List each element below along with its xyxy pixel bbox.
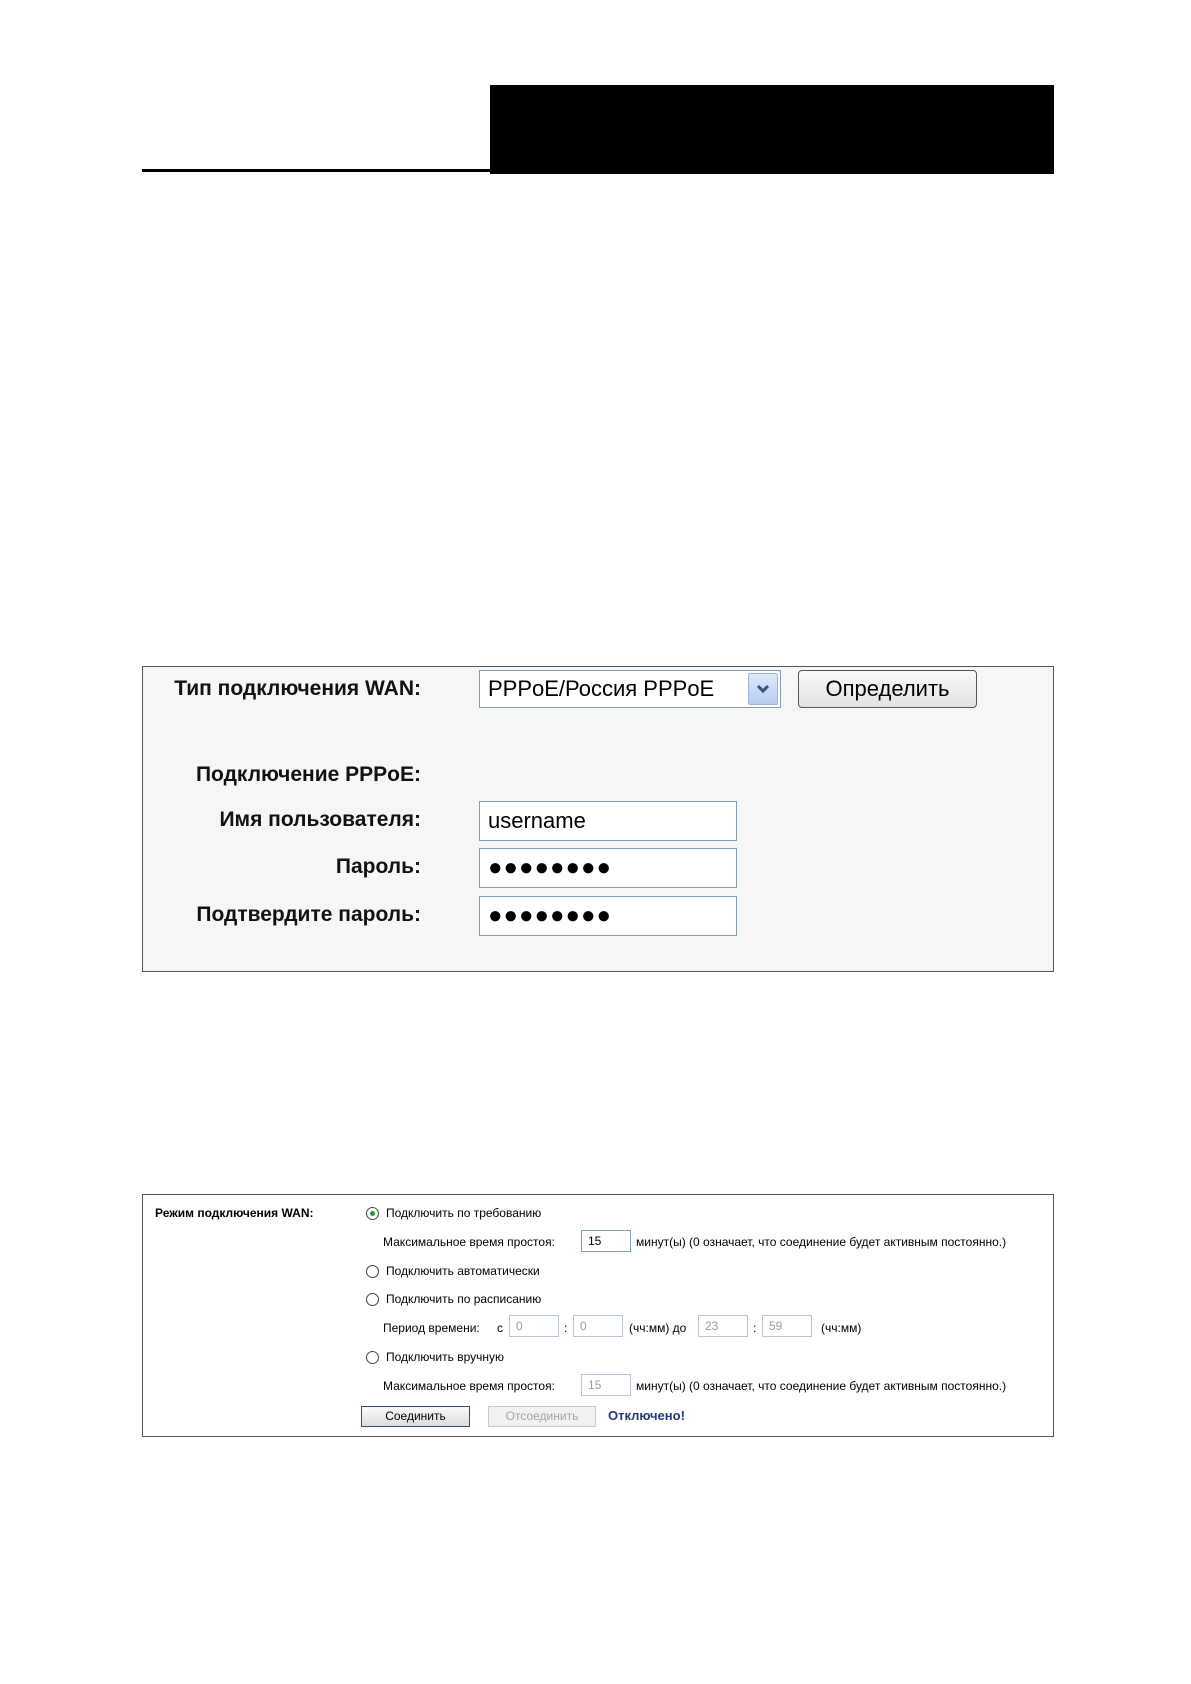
username-label: Имя пользователя: (219, 808, 421, 831)
pppoe-heading: Подключение PPPoE: (195, 763, 421, 786)
manual-idle-input[interactable]: 15 (581, 1374, 631, 1396)
max-idle-input[interactable]: 15 (581, 1230, 631, 1252)
radio-auto-label: Подключить автоматически (386, 1264, 540, 1278)
from-hour-input[interactable]: 0 (509, 1315, 559, 1337)
confirm-password-input[interactable]: ●●●●●●●● (479, 896, 737, 936)
period-from-label: с (497, 1321, 503, 1335)
detect-button[interactable]: Определить (798, 670, 977, 708)
header-black-bar (490, 85, 1054, 174)
wan-type-label: Тип подключения WAN: (174, 677, 421, 700)
connection-status: Отключено! (608, 1408, 685, 1423)
radio-auto[interactable] (366, 1265, 379, 1278)
radio-manual[interactable] (366, 1351, 379, 1364)
max-idle-note: минут(ы) (0 означает, что соединение будет активным постоянно.) (636, 1235, 1007, 1249)
chevron-down-icon[interactable] (748, 673, 778, 705)
max-idle-label: Максимальное время простоя: (383, 1235, 555, 1249)
radio-schedule-label: Подключить по расписанию (386, 1292, 542, 1306)
colon-separator: : (564, 1321, 568, 1335)
disconnect-button[interactable]: Отсоединить (488, 1406, 596, 1427)
radio-on-demand-label: Подключить по требованию (386, 1206, 542, 1220)
period-label: Период времени: (383, 1321, 480, 1335)
to-hour-input[interactable]: 23 (698, 1315, 748, 1337)
wan-pppoe-panel (142, 666, 1054, 972)
radio-manual-label: Подключить вручную (386, 1350, 504, 1364)
password-label: Пароль: (335, 855, 421, 878)
hhmm-label: (чч:мм) (821, 1321, 862, 1335)
colon-separator: : (753, 1321, 757, 1335)
to-minute-input[interactable]: 59 (762, 1315, 812, 1337)
confirm-password-label: Подтвердите пароль: (196, 903, 421, 926)
radio-on-demand[interactable] (366, 1207, 379, 1220)
radio-schedule[interactable] (366, 1293, 379, 1306)
connect-button[interactable]: Соединить (361, 1406, 470, 1427)
wan-type-select[interactable] (479, 670, 781, 708)
header-rule (142, 169, 492, 172)
manual-idle-note: минут(ы) (0 означает, что соединение будет активным постоянно.) (636, 1379, 1007, 1393)
wan-mode-panel (142, 1194, 1054, 1437)
hhmm-to-label: (чч:мм) до (629, 1321, 687, 1335)
from-minute-input[interactable]: 0 (573, 1315, 623, 1337)
manual-idle-label: Максимальное время простоя: (383, 1379, 555, 1393)
wan-mode-title: Режим подключения WAN: (155, 1206, 314, 1220)
wan-type-value: PPPoE/Россия PPPoE (488, 676, 715, 701)
username-input[interactable]: username (479, 801, 737, 841)
password-input[interactable]: ●●●●●●●● (479, 848, 737, 888)
